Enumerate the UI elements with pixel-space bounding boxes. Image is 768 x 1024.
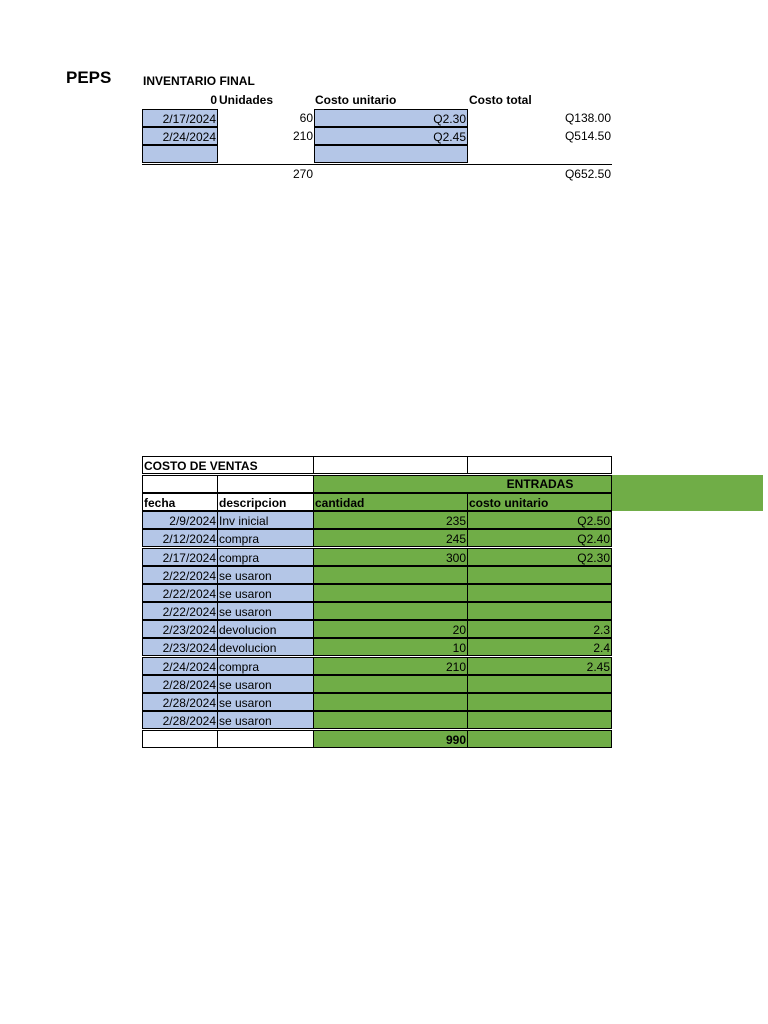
inventario-total-costo[interactable]: Q652.50 [564, 167, 611, 181]
inventario-costo-unitario-cell[interactable] [314, 145, 468, 163]
fecha-cell[interactable]: 2/22/2024 [142, 584, 218, 602]
descripcion-cell[interactable]: devolucion [217, 620, 314, 638]
descripcion-cell[interactable]: se usaron [217, 675, 314, 693]
inventario-fecha-cell[interactable]: 2/24/2024 [142, 127, 218, 145]
descripcion-cell[interactable]: se usaron [217, 711, 314, 729]
cantidad-cell[interactable] [313, 602, 468, 620]
inventario-col-costo-total: Costo total [469, 93, 532, 107]
total-blank-cell[interactable] [142, 730, 218, 748]
costo-unitario-cell[interactable]: 2.3 [467, 620, 612, 638]
costo-unitario-cell[interactable]: Q2.30 [467, 548, 612, 566]
descripcion-cell[interactable]: Inv inicial [217, 511, 314, 529]
inventario-costo-total-cell[interactable]: Q138.00 [564, 111, 611, 125]
costo-ventas-title: COSTO DE VENTAS [142, 456, 314, 474]
fecha-cell[interactable]: 2/12/2024 [142, 529, 218, 547]
fecha-cell[interactable]: 2/22/2024 [142, 566, 218, 584]
entradas-blank-cell[interactable] [217, 475, 314, 493]
col-descripcion-header: descripcion [217, 493, 314, 511]
costo-unitario-cell[interactable] [467, 693, 612, 711]
fecha-cell[interactable]: 2/23/2024 [142, 620, 218, 638]
inventario-unidades-cell[interactable]: 60 [299, 111, 313, 125]
descripcion-cell[interactable]: se usaron [217, 566, 314, 584]
fecha-cell[interactable]: 2/17/2024 [142, 548, 218, 566]
inventario-fecha-cell[interactable]: 2/17/2024 [142, 109, 218, 127]
costo-unitario-cell[interactable]: Q2.50 [467, 511, 612, 529]
descripcion-cell[interactable]: se usaron [217, 693, 314, 711]
costo-ventas-title-blank-cell[interactable] [467, 456, 612, 474]
entradas-right-border [611, 475, 612, 493]
col-cantidad-header: cantidad [313, 493, 468, 511]
costo-unitario-cell[interactable] [467, 711, 612, 729]
cantidad-cell[interactable]: 20 [313, 620, 468, 638]
descripcion-cell[interactable]: devolucion [217, 638, 314, 656]
cantidad-cell[interactable] [313, 711, 468, 729]
costo-unitario-cell[interactable] [467, 584, 612, 602]
cantidad-cell[interactable]: 10 [313, 638, 468, 656]
inventario-title: INVENTARIO FINAL [143, 74, 255, 88]
cantidad-cell[interactable] [313, 675, 468, 693]
col-costo-unitario-header: costo unitario [467, 493, 612, 511]
inventario-total-unidades[interactable]: 270 [292, 167, 313, 181]
col-fecha-header: fecha [142, 493, 218, 511]
descripcion-cell[interactable]: se usaron [217, 602, 314, 620]
inventario-fecha-cell[interactable] [142, 145, 218, 163]
costo-unitario-cell[interactable]: 2.4 [467, 638, 612, 656]
inventario-costo-unitario-cell[interactable]: Q2.45 [314, 127, 468, 145]
costo-unitario-cell[interactable] [467, 602, 612, 620]
cantidad-cell[interactable]: 245 [313, 529, 468, 547]
descripcion-cell[interactable]: compra [217, 548, 314, 566]
total-blank-cell[interactable] [217, 730, 314, 748]
entradas-blank-cell[interactable] [142, 475, 218, 493]
total-costo-unitario-blank[interactable] [467, 730, 612, 748]
costo-unitario-cell[interactable] [467, 566, 612, 584]
fecha-cell[interactable]: 2/22/2024 [142, 602, 218, 620]
entradas-left-border [313, 475, 314, 493]
inventario-col-costo-unitario: Costo unitario [315, 93, 397, 107]
descripcion-cell[interactable]: compra [217, 657, 314, 675]
cantidad-cell[interactable] [313, 693, 468, 711]
entradas-top-border [313, 475, 612, 476]
page-title: PEPS [66, 68, 112, 87]
costo-unitario-cell[interactable] [467, 675, 612, 693]
fecha-cell[interactable]: 2/9/2024 [142, 511, 218, 529]
inventario-header-zero: 0 [210, 93, 217, 107]
fecha-cell[interactable]: 2/28/2024 [142, 711, 218, 729]
inventario-costo-total-cell[interactable]: Q514.50 [564, 129, 611, 143]
descripcion-cell[interactable]: se usaron [217, 584, 314, 602]
fecha-cell[interactable]: 2/23/2024 [142, 638, 218, 656]
inventario-unidades-cell[interactable]: 210 [292, 129, 313, 143]
fecha-cell[interactable]: 2/28/2024 [142, 675, 218, 693]
inventario-costo-unitario-cell[interactable]: Q2.30 [314, 109, 468, 127]
total-cantidad[interactable]: 990 [313, 730, 468, 748]
inventario-col-unidades: Unidades [219, 93, 274, 107]
costo-unitario-cell[interactable]: Q2.40 [467, 529, 612, 547]
costo-ventas-title-blank-cell[interactable] [313, 456, 468, 474]
cantidad-cell[interactable] [313, 566, 468, 584]
fecha-cell[interactable]: 2/24/2024 [142, 657, 218, 675]
cantidad-cell[interactable]: 235 [313, 511, 468, 529]
cantidad-cell[interactable]: 300 [313, 548, 468, 566]
cantidad-cell[interactable]: 210 [313, 657, 468, 675]
descripcion-cell[interactable]: compra [217, 529, 314, 547]
entradas-label: ENTRADAS [506, 477, 574, 491]
fecha-cell[interactable]: 2/28/2024 [142, 693, 218, 711]
cantidad-cell[interactable] [313, 584, 468, 602]
costo-unitario-cell[interactable]: 2.45 [467, 657, 612, 675]
